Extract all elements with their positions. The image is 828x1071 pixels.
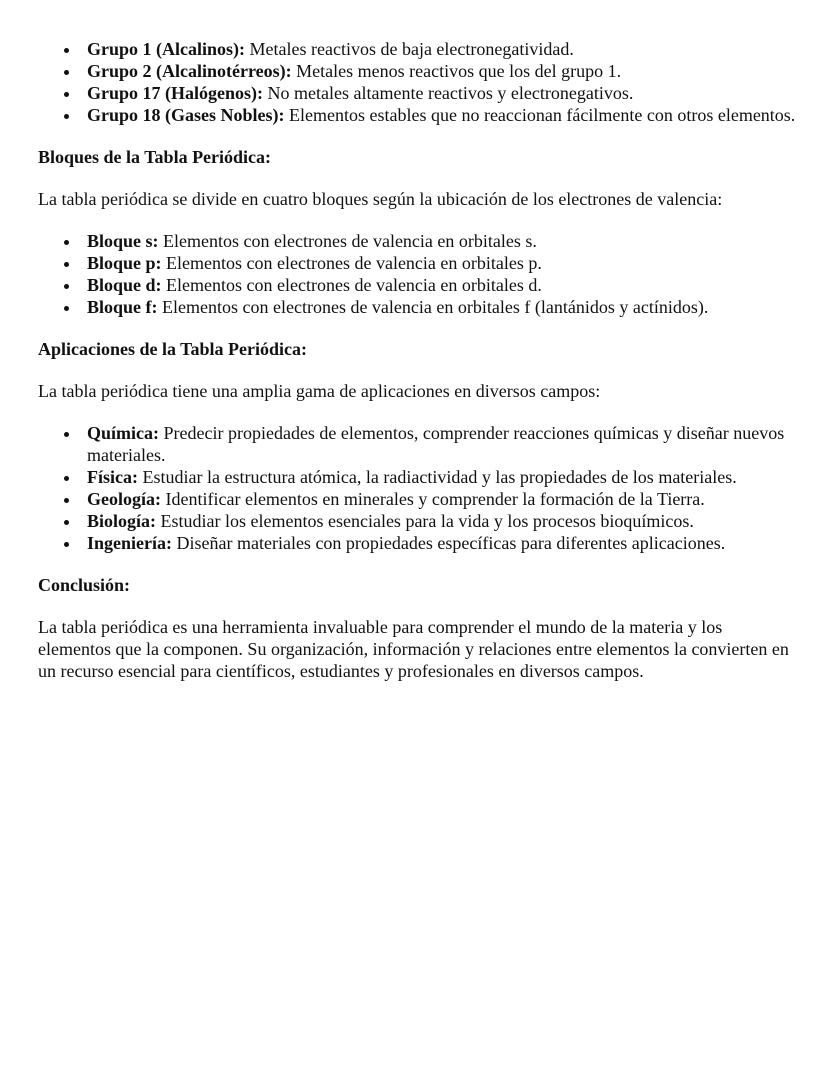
list-item — [87, 104, 798, 126]
bullet-icon — [64, 306, 69, 311]
item-desc: Estudiar la estructura atómica, la radiactividad y las propiedades de los materiales. — [138, 467, 737, 487]
item-term: Bloque p: — [87, 253, 162, 273]
section-heading-bloques: Bloques de la Tabla Periódica: — [38, 147, 272, 167]
item-term: Grupo 2 (Alcalinotérreos): — [87, 61, 292, 81]
item-term: Grupo 17 (Halógenos): — [87, 83, 264, 103]
list-item — [87, 230, 798, 252]
section-intro-aplicaciones: La tabla periódica tiene una amplia gama de aplicaciones en diversos campos: — [38, 381, 601, 401]
bullet-icon — [64, 92, 69, 97]
bullet-icon — [64, 48, 69, 53]
item-desc: Elementos con electrones de valencia en orbitales f (lantánidos y actínidos). — [157, 297, 709, 317]
item-term: Bloque f: — [87, 297, 158, 317]
bullet-icon — [64, 240, 69, 245]
list-item — [87, 532, 798, 554]
list-item — [87, 510, 798, 532]
item-desc: Elementos estables que no reaccionan fácilmente con otros elementos. — [284, 105, 796, 125]
item-desc: Elementos con electrones de valencia en orbitales p. — [161, 253, 542, 273]
list-item — [87, 466, 798, 488]
bullet-icon — [64, 542, 69, 547]
item-term: Química: — [87, 423, 159, 443]
list-item — [87, 38, 798, 60]
list-item — [87, 488, 798, 510]
item-desc: Estudiar los elementos esenciales para la vida y los procesos bioquímicos. — [156, 511, 694, 531]
section-heading-conclusion: Conclusión: — [38, 575, 131, 595]
aplicaciones-list — [38, 422, 798, 554]
item-term: Ingeniería: — [87, 533, 172, 553]
bloques-list — [38, 230, 798, 318]
item-term: Grupo 18 (Gases Nobles): — [87, 105, 285, 125]
item-term: Física: — [87, 467, 138, 487]
bullet-icon — [64, 262, 69, 267]
bullet-icon — [64, 476, 69, 481]
item-term: Bloque d: — [87, 275, 162, 295]
bullet-icon — [64, 70, 69, 75]
item-desc: Elementos con electrones de valencia en orbitales d. — [161, 275, 542, 295]
item-desc: Identificar elementos en minerales y comprender la formación de la Tierra. — [161, 489, 705, 509]
section-intro-bloques: La tabla periódica se divide en cuatro bloques según la ubicación de los electrones de valencia: — [38, 189, 723, 209]
grupos-list — [38, 38, 798, 126]
conclusion-paragraph: La tabla periódica es una herramienta invaluable para comprender el mundo de la materia y los elementos que la componen. Su organización, información y relaciones entre elementos la convierten en un recurso esencial para científicos, estudiantes y profesionales en diversos campos. — [38, 617, 789, 681]
list-item — [87, 296, 798, 318]
item-term: Biología: — [87, 511, 157, 531]
item-term: Grupo 1 (Alcalinos): — [87, 39, 246, 59]
item-desc: Elementos con electrones de valencia en orbitales s. — [158, 231, 537, 251]
item-term: Bloque s: — [87, 231, 159, 251]
item-desc: No metales altamente reactivos y electronegativos. — [263, 83, 634, 103]
list-item — [87, 60, 798, 82]
item-desc: Predecir propiedades de elementos, comprender reacciones químicas y diseñar nuevos materiales. — [87, 423, 785, 465]
list-item — [87, 252, 798, 274]
item-desc: Metales menos reactivos que los del grupo 1. — [291, 61, 622, 81]
bullet-icon — [64, 432, 69, 437]
bullet-icon — [64, 498, 69, 503]
list-item — [87, 422, 798, 466]
list-item — [87, 82, 798, 104]
bullet-icon — [64, 520, 69, 525]
bullet-icon — [64, 284, 69, 289]
item-desc: Diseñar materiales con propiedades específicas para diferentes aplicaciones. — [172, 533, 726, 553]
item-desc: Metales reactivos de baja electronegatividad. — [245, 39, 574, 59]
item-term: Geología: — [87, 489, 161, 509]
section-heading-aplicaciones: Aplicaciones de la Tabla Periódica: — [38, 339, 308, 359]
bullet-icon — [64, 114, 69, 119]
document-page — [38, 38, 798, 682]
list-item — [87, 274, 798, 296]
